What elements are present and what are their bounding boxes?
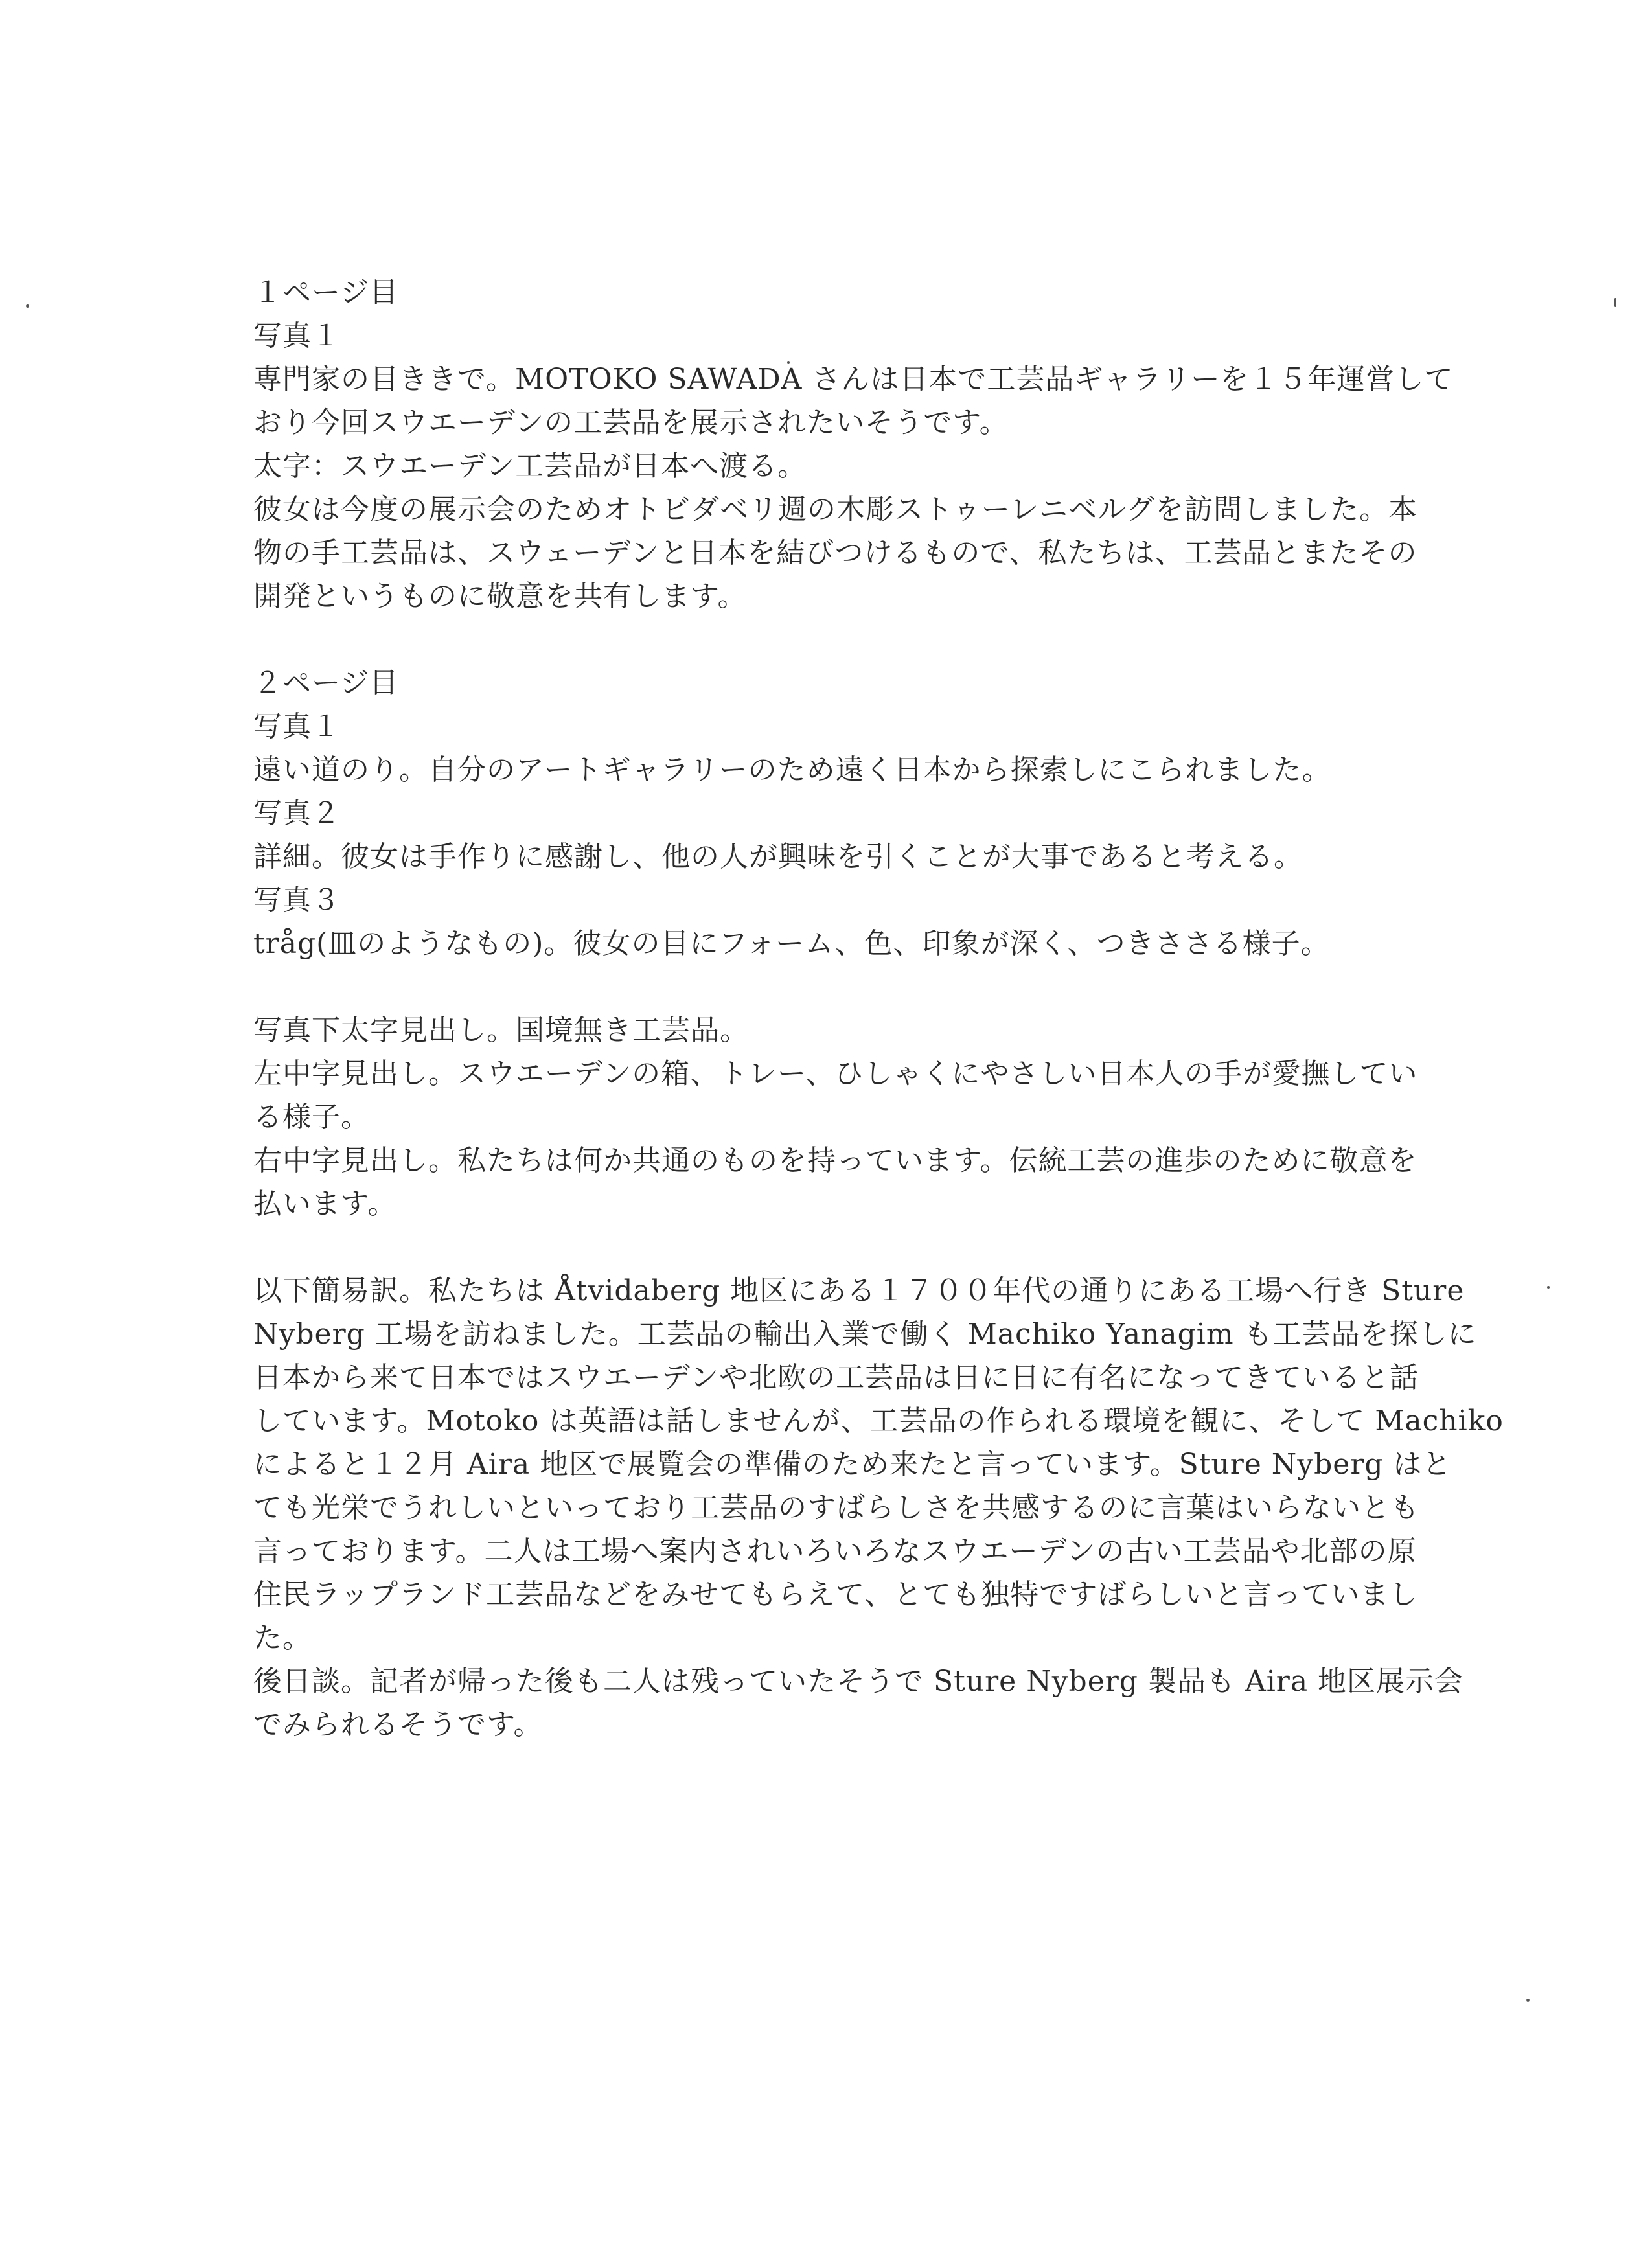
page2-photo2-label: 写真２ <box>253 797 341 830</box>
postscript-line: でみられるそうです。 <box>253 1708 543 1741</box>
summary-line: 言っております。二人は工場へ案内されいろいろなスウエーデンの古い工芸品や北部の原 <box>253 1535 1417 1568</box>
below-photo-bold-headline: 写真下太字見出し。国境無き工芸品。 <box>253 1014 749 1047</box>
document-body <box>253 271 1504 1747</box>
page2-photo1-text: 遠い道のり。自分のアートギャラリーのため遠く日本から探索しにこられました。 <box>253 753 1331 786</box>
summary-line: によると１２月 Aira 地区で展覧会の準備のため来たと言っています。Sture Nyberg はと <box>253 1448 1452 1481</box>
left-mid-headline-line: る様子。 <box>253 1101 370 1134</box>
summary-line: しています。Motoko は英語は話しませんが、工芸品の作られる環境を観に、そして Machiko <box>253 1404 1504 1438</box>
postscript-line: 後日談。記者が帰った後も二人は残っていたそうで Sture Nyberg 製品も Aira 地区展示会 <box>253 1665 1464 1698</box>
page1-photo1-label: 写真１ <box>253 319 341 352</box>
right-mid-headline-line: 右中字見出し。私たちは何か共通のものを持っています。伝統工芸の進歩のために敬意を <box>253 1144 1417 1177</box>
left-mid-headline-line: 左中字見出し。スウエーデンの箱、トレー、ひしゃくにやさしい日本人の手が愛撫してい <box>253 1057 1418 1090</box>
scan-speck <box>1614 298 1616 307</box>
right-mid-headline-line: 払います。 <box>253 1187 397 1220</box>
page2-photo3-text: tråg(皿のようなもの)。彼女の目にフォーム、色、印象が深く、つきささる様子。 <box>253 927 1330 960</box>
page1-photo1-line: 専門家の目ききで。MOTOKO SAWADA さんは日本で工芸品ギャラリーを１５年運営して <box>253 363 1454 396</box>
page2-photo1-label: 写真１ <box>253 710 341 743</box>
spacer <box>253 618 1419 661</box>
summary-line: た。 <box>253 1621 312 1655</box>
page1-body-line: 彼女は今度の展示会のためオトビダベリ週の木彫ストゥーレニベルグを訪問しました。本 <box>253 493 1418 526</box>
summary-line: 日本から来て日本ではスウエーデンや北欧の工芸品は日に日に有名になってきていると話 <box>253 1361 1419 1394</box>
scan-speck <box>26 304 29 308</box>
page1-heading: １ページ目 <box>253 276 399 309</box>
summary-line: Nyberg 工場を訪ねました。工芸品の輸出入業で働く Machiko Yanagim も工芸品を探しに <box>253 1318 1477 1351</box>
page1-body-line: 物の手工芸品は、スウェーデンと日本を結びつけるもので、私たちは、工芸品とまたその <box>253 536 1417 569</box>
scan-speck <box>1526 1999 1530 2002</box>
spacer <box>253 965 1419 1009</box>
summary-line: ても光栄でうれしいといっており工芸品のすばらしさを共感するのに言葉はいらないとも <box>253 1491 1419 1524</box>
page1-bold-line: 太字：スウエーデン工芸品が日本へ渡る。 <box>253 450 807 483</box>
scan-speck <box>1547 1286 1550 1289</box>
page2-photo3-label: 写真３ <box>253 884 341 917</box>
page2-photo2-text: 詳細。彼女は手作りに感謝し、他の人が興味を引くことが大事であると考える。 <box>253 840 1303 873</box>
page1-photo1-line: おり今回スウエーデンの工芸品を展示されたいそうです。 <box>253 406 1009 439</box>
spacer <box>253 1226 1419 1269</box>
page1-body-line: 開発というものに敬意を共有します。 <box>253 580 747 613</box>
summary-line: 住民ラップランド工芸品などをみせてもらえて、とても独特ですばらしいと言っていまし <box>253 1578 1419 1611</box>
page2-heading: ２ページ目 <box>253 667 399 700</box>
summary-line: 以下簡易訳。私たちは Åtvidaberg 地区にある１７００年代の通りにある工場へ行き Sture <box>253 1274 1465 1307</box>
